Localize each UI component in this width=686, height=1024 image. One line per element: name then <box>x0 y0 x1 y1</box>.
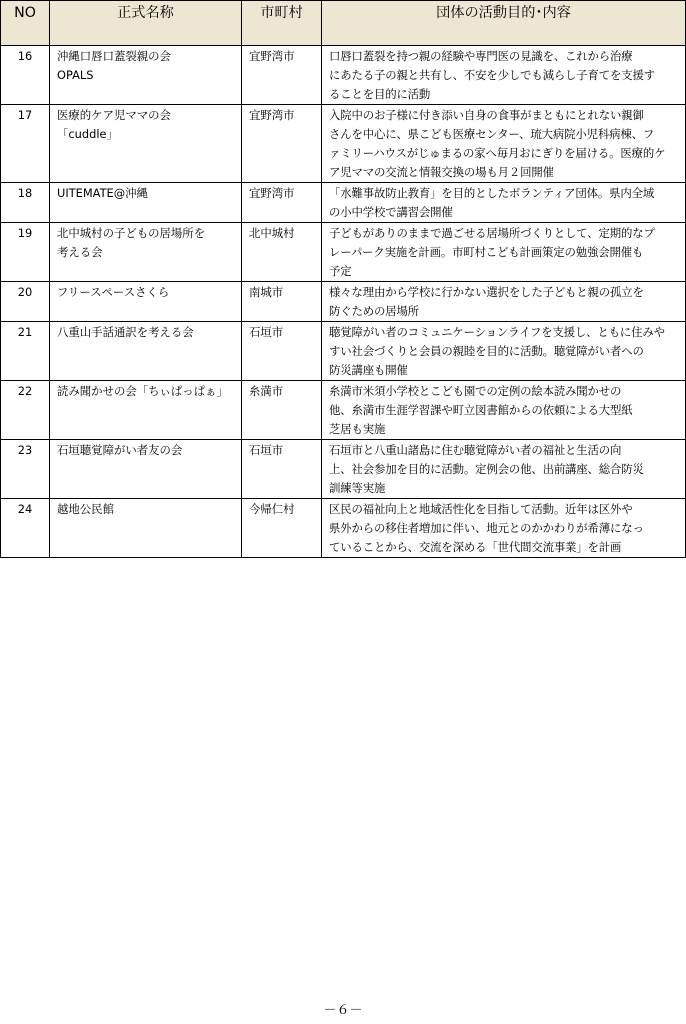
cell-purpose <box>322 46 686 105</box>
cell-purpose-line: 他、糸満市生涯学習課や町立図書館からの依頼による大型紙 <box>329 403 633 417</box>
cell-official-name-line: 沖縄口唇口蓋裂親の会 <box>57 49 171 63</box>
cell-purpose-line: さんを中心に、県こども医療センター、琉大病院小児科病棟、フ <box>329 127 655 141</box>
cell-purpose-line: の小中学校で講習会開催 <box>329 205 453 219</box>
header-municipality: 市町村 <box>242 1 322 46</box>
cell-purpose-line: 様々な理由から学校に行かない選択をした子どもと親の孤立を <box>329 285 644 299</box>
cell-official-name <box>50 46 242 105</box>
table-row <box>1 46 686 105</box>
cell-official-name-line: フリースペースさくら <box>57 285 170 299</box>
cell-no: 20 <box>1 282 50 322</box>
cell-official-name-line: 「cuddle」 <box>57 127 118 141</box>
cell-purpose-line: 芝居も実施 <box>329 422 386 436</box>
cell-purpose <box>322 183 686 223</box>
cell-municipality: 北中城村 <box>242 223 322 282</box>
cell-no: 23 <box>1 440 50 499</box>
table-row <box>1 105 686 183</box>
cell-municipality: 宜野湾市 <box>242 183 322 223</box>
cell-purpose-line: すい社会づくりと会員の親睦を目的に活動。聴覚障がい者への <box>329 344 644 358</box>
cell-purpose <box>322 105 686 183</box>
table-header-row <box>1 1 686 46</box>
cell-municipality: 今帰仁村 <box>242 499 322 558</box>
cell-purpose <box>322 282 686 322</box>
cell-purpose <box>322 381 686 440</box>
cell-official-name <box>50 322 242 381</box>
header-no: NO <box>1 1 50 46</box>
table-row <box>1 282 686 322</box>
table-row <box>1 381 686 440</box>
cell-official-name <box>50 440 242 499</box>
cell-purpose-line: 訓練等実施 <box>329 481 386 495</box>
cell-municipality: 宜野湾市 <box>242 105 322 183</box>
cell-no: 21 <box>1 322 50 381</box>
cell-purpose-line: 予定 <box>329 264 352 278</box>
table-body <box>1 46 686 558</box>
cell-official-name-line: 八重山手話通訳を考える会 <box>57 325 194 339</box>
cell-purpose-line: 石垣市と八重山諸島に住む聴覚障がい者の福祉と生活の向 <box>329 443 622 457</box>
cell-official-name-line: 読み聞かせの会「ちぃぱっぱぁ」 <box>57 384 228 398</box>
table-row <box>1 440 686 499</box>
cell-purpose-line: ていることから、交流を深める「世代間交流事業」を計画 <box>329 540 622 554</box>
cell-official-name <box>50 105 242 183</box>
table-row <box>1 499 686 558</box>
cell-purpose <box>322 440 686 499</box>
cell-official-name-line: 北中城村の子どもの居場所を <box>57 226 206 240</box>
cell-purpose-line: ア児ママの交流と情報交換の場も月２回開催 <box>329 165 554 179</box>
cell-purpose-line: ァミリーハウスがじゅまるの家へ毎月おにぎりを届ける。医療的ケ <box>329 146 666 160</box>
cell-purpose-line: 区民の福祉向上と地域活性化を目指して活動。近年は区外や <box>329 502 633 516</box>
cell-official-name-line: 越地公民館 <box>57 502 114 516</box>
cell-purpose-line: 防災講座も開催 <box>329 363 408 377</box>
cell-purpose-line: 県外からの移住者増加に伴い、地元とのかかわりが希薄になっ <box>329 521 644 535</box>
cell-purpose-line: ることを目的に活動 <box>329 87 431 101</box>
header-purpose: 団体の活動目的･内容 <box>322 1 686 46</box>
cell-purpose-line: にあたる子の親と共有し、不安を少しでも減らし子育てを支援す <box>329 68 655 82</box>
table-row <box>1 183 686 223</box>
cell-official-name-line: OPALS <box>57 68 94 82</box>
cell-purpose-line: 糸満市米須小学校とこども園での定例の絵本読み聞かせの <box>329 384 622 398</box>
cell-no: 22 <box>1 381 50 440</box>
cell-purpose-line: 「水難事故防止教育」を目的としたボランティア団体。県内全域 <box>329 186 655 200</box>
cell-municipality: 南城市 <box>242 282 322 322</box>
cell-official-name-line: 医療的ケア児ママの会 <box>57 108 171 122</box>
cell-purpose <box>322 322 686 381</box>
cell-purpose-line: レーパーク実施を計画。市町村こども計画策定の勉強会開催も <box>329 245 644 259</box>
cell-official-name <box>50 381 242 440</box>
cell-no: 18 <box>1 183 50 223</box>
cell-official-name <box>50 499 242 558</box>
cell-municipality: 石垣市 <box>242 322 322 381</box>
cell-no: 24 <box>1 499 50 558</box>
cell-purpose <box>322 499 686 558</box>
cell-purpose-line: 子どもがありのままで過ごせる居場所づくりとして、定期的なプ <box>329 226 655 240</box>
cell-official-name-line: UITEMATE@沖縄 <box>57 186 148 200</box>
cell-no: 19 <box>1 223 50 282</box>
cell-purpose-line: 口唇口蓋裂を持つ親の経験や専門医の見識を、これから治療 <box>329 49 633 63</box>
cell-municipality: 糸満市 <box>242 381 322 440</box>
cell-no: 16 <box>1 46 50 105</box>
cell-purpose-line: 上、社会参加を目的に活動。定例会の他、出前講座、総合防災 <box>329 462 644 476</box>
cell-purpose <box>322 223 686 282</box>
cell-municipality: 宜野湾市 <box>242 46 322 105</box>
cell-official-name-line: 考える会 <box>57 245 103 259</box>
cell-official-name-line: 石垣聴覚障がい者友の会 <box>57 443 183 457</box>
cell-purpose-line: 入院中のお子様に付き添い自身の食事がまともにとれない親御 <box>329 108 644 122</box>
cell-purpose-line: 防ぐための居場所 <box>329 304 419 318</box>
table-row <box>1 223 686 282</box>
cell-official-name <box>50 223 242 282</box>
cell-official-name <box>50 183 242 223</box>
cell-official-name <box>50 282 242 322</box>
cell-no: 17 <box>1 105 50 183</box>
cell-municipality: 石垣市 <box>242 440 322 499</box>
table-row <box>1 322 686 381</box>
cell-purpose-line: 聴覚障がい者のコミュニケーションライフを支援し、ともに住みや <box>329 325 665 339</box>
header-official-name: 正式名称 <box>50 1 242 46</box>
page-number: －６－ <box>323 1003 363 1018</box>
